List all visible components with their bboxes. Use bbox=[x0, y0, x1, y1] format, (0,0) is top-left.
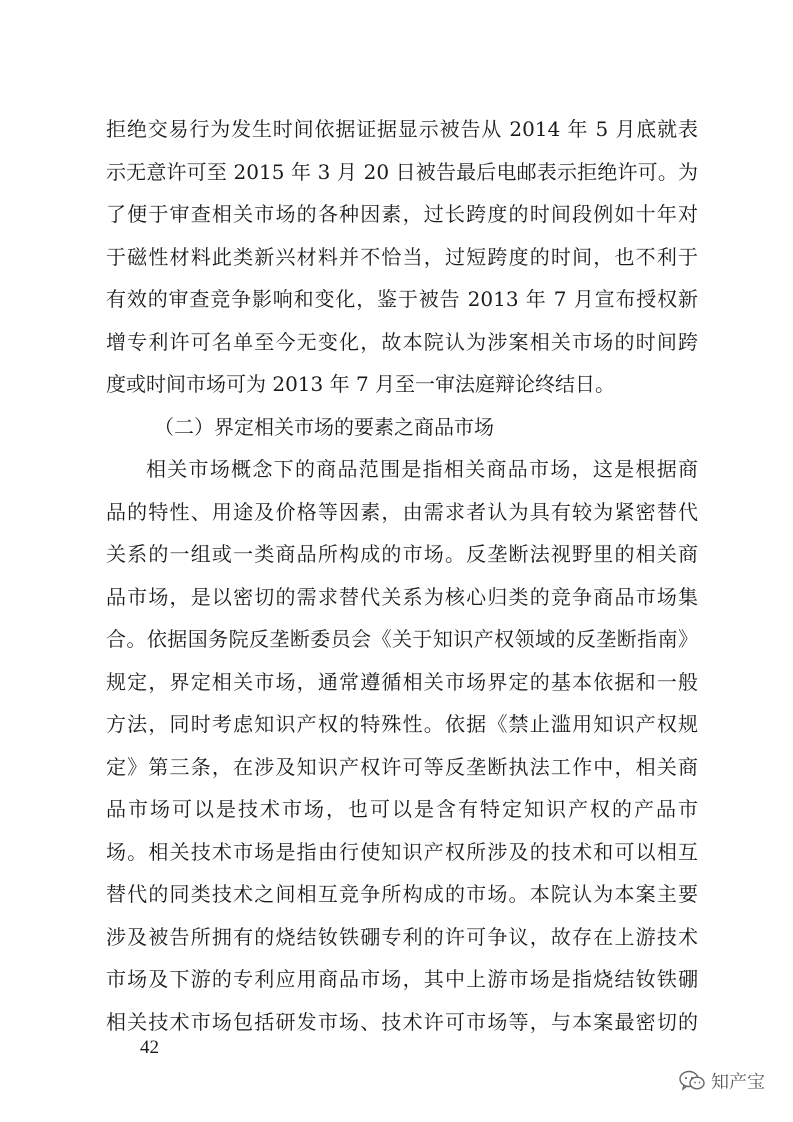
text-line: 相关技术市场包括研发市场、技术许可市场等，与本案最密切的 bbox=[106, 1009, 698, 1034]
text-line: 规定，界定相关市场，通常遵循相关市场界定的基本依据和一般 bbox=[106, 669, 698, 694]
text-line: 市场及下游的专利应用商品市场，其中上游市场是指烧结钕铁硼 bbox=[106, 967, 698, 991]
watermark bbox=[679, 1068, 765, 1094]
text-line: 场。相关技术市场是指由行使知识产权所涉及的技术和可以相互 bbox=[106, 839, 698, 864]
text-line: 相关市场概念下的商品范围是指相关商品市场，这是根据商 bbox=[146, 457, 698, 481]
page-number: 42 bbox=[140, 1037, 159, 1058]
section-heading: （二）界定相关市场的要素之商品市场 bbox=[154, 414, 494, 439]
body-text bbox=[106, 108, 698, 1043]
text-line: 增专利许可名单至今无变化，故本院认为涉案相关市场的时间跨 bbox=[106, 329, 698, 354]
text-line: 示无意许可至 2015 年 3 月 20 日被告最后电邮表示拒绝许可。为 bbox=[106, 159, 698, 184]
wechat-icon bbox=[679, 1070, 705, 1092]
text-line: 于磁性材料此类新兴材料并不恰当，过短跨度的时间，也不利于 bbox=[106, 244, 698, 269]
text-line: 拒绝交易行为发生时间依据证据显示被告从 2014 年 5 月底就表 bbox=[106, 117, 698, 141]
text-line: 关系的一组或一类商品所构成的市场。反垄断法视野里的相关商 bbox=[106, 542, 698, 566]
text-line: 有效的审查竞争影响和变化，鉴于被告 2013 年 7 月宣布授权新 bbox=[106, 287, 698, 311]
text-line: 度或时间市场可为 2013 年 7 月至一审法庭辩论终结日。 bbox=[106, 372, 616, 396]
text-line: 品市场可以是技术市场，也可以是含有特定知识产权的产品市 bbox=[106, 797, 698, 821]
text-line: 合。依据国务院反垄断委员会《关于知识产权领域的反垄断指南》 bbox=[106, 627, 698, 651]
text-line: 方法，同时考虑知识产权的特殊性。依据《禁止滥用知识产权规 bbox=[106, 712, 698, 736]
text-line: 定》第三条，在涉及知识产权许可等反垄断执法工作中，相关商 bbox=[106, 754, 698, 779]
text-line: 涉及被告所拥有的烧结钕铁硼专利的许可争议，故存在上游技术 bbox=[106, 924, 698, 949]
text-line: 品市场，是以密切的需求替代关系为核心归类的竞争商品市场集 bbox=[106, 584, 698, 609]
text-line: 替代的同类技术之间相互竞争所构成的市场。本院认为本案主要 bbox=[106, 882, 698, 906]
text-line: 了便于审查相关市场的各种因素，过长跨度的时间段例如十年对 bbox=[106, 202, 698, 226]
text-line: 品的特性、用途及价格等因素，由需求者认为具有较为紧密替代 bbox=[106, 499, 698, 524]
watermark-label: 知产宝 bbox=[711, 1072, 765, 1093]
